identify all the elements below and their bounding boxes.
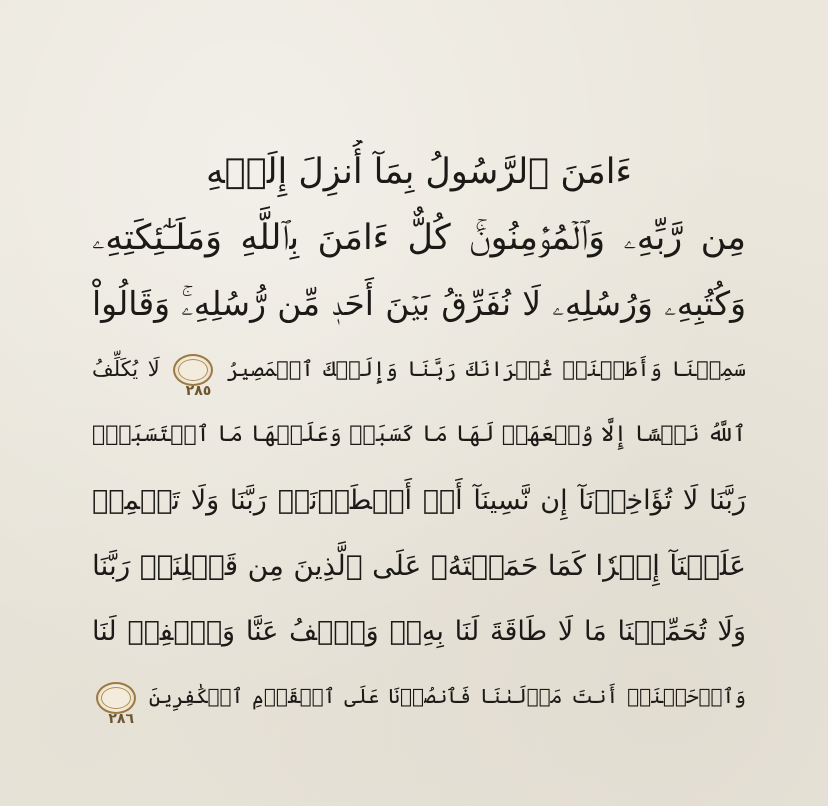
verse-text: ٱللَّهُ نَفۡسًا إِلَّا وُسۡعَهَاۚ لَهَا مَا كَسَبَتۡ وَعَلَيۡهَا مَا ٱكۡتَسَبَتۡۗ xyxy=(92,422,746,447)
verse-text: رَبَّنَا لَا تُؤَاخِذۡنَآ إِن نَّسِينَآ أَوۡ أَخۡطَأۡنَاۚ رَبَّنَا وَلَا تَحۡمِلۡ xyxy=(92,484,746,516)
ayah-end-marker-icon xyxy=(173,354,213,399)
verse-line-4 xyxy=(92,337,746,403)
verse-text: مِن رَّبِّهِۦ وَٱلۡمُؤۡمِنُونَۚ كُلٌّ ءَامَنَ بِٱللَّهِ وَمَلَـٰٓئِكَتِهِۦ xyxy=(92,217,746,258)
verse-line-3 xyxy=(92,271,746,337)
verse-text: وَلَا تُحَمِّلۡنَا مَا لَا طَاقَةَ لَنَا بِهِۦۖ وَٱعۡفُ عَنَّا وَٱغۡفِرۡ لَنَا xyxy=(92,615,746,647)
verse-line-1 xyxy=(92,140,746,206)
verse-text: وَكُتُبِهِۦ وَرُسُلِهِۦ لَا نُفَرِّقُ بَيۡنَ أَحَدٖ مِّن رُّسُلِهِۦۚ وَقَالُواْ xyxy=(92,284,746,323)
ayah-number: ٢٨٦ xyxy=(108,710,134,727)
verse-text: سَمِعۡنَا وَأَطَعۡنَاۖ غُفۡرَانَكَ رَبَّنَا وَإِلَيۡكَ ٱلۡمَصِيرُ xyxy=(226,356,746,381)
verse-text: عَلَيۡنَآ إِصۡرٗا كَمَا حَمَلۡتَهُۥ عَلَى ٱلَّذِينَ مِن قَبۡلِنَاۚ رَبَّنَا xyxy=(92,549,746,582)
verse-line-2 xyxy=(92,206,746,272)
verse-text: ءَامَنَ ٱلرَّسُولُ بِمَآ أُنزِلَ إِلَيۡهِ xyxy=(206,152,632,192)
verse-text: وَٱرۡحَمۡنَآۚ أَنتَ مَوۡلَىٰنَا فَٱنصُرۡنَا عَلَى ٱلۡقَوۡمِ ٱلۡكَٰفِرِينَ xyxy=(148,684,746,708)
verse-text: لَا يُكَلِّفُ xyxy=(92,356,160,381)
ayah-end-marker-icon xyxy=(96,682,136,727)
verse-line-5 xyxy=(92,402,746,468)
quran-verse-text xyxy=(92,140,746,730)
ayah-number: ٢٨٥ xyxy=(185,383,212,399)
verse-line-8 xyxy=(92,599,746,665)
verse-line-7 xyxy=(92,533,746,599)
verse-line-6 xyxy=(92,468,746,534)
verse-line-9 xyxy=(92,664,746,730)
